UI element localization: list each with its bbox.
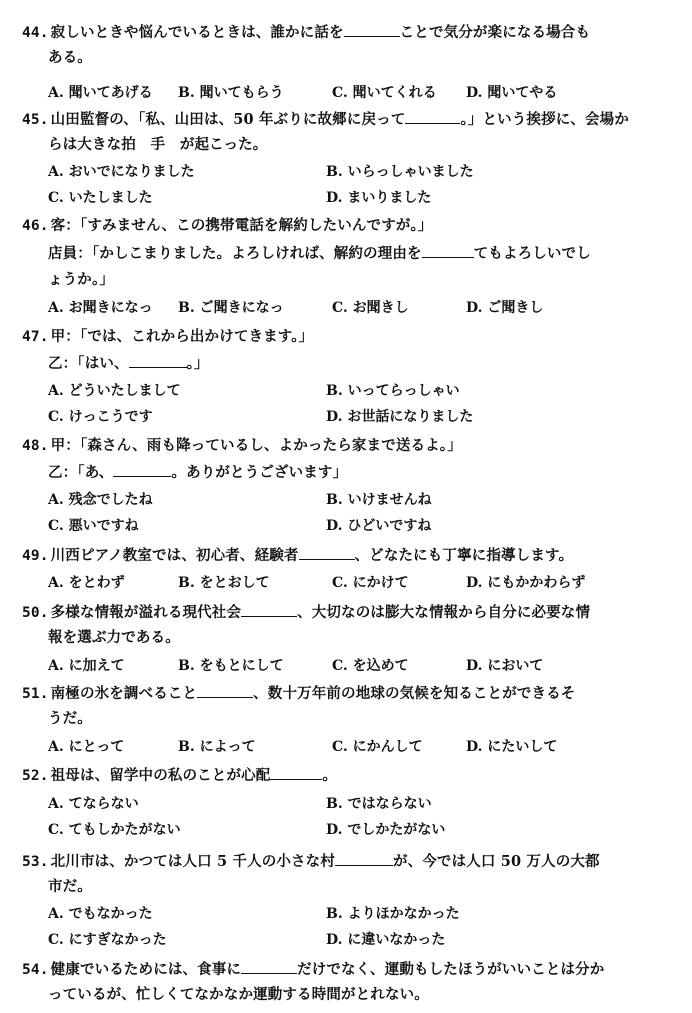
question-text: ょうか。」: [48, 271, 114, 288]
answer-option-text: A. をとわず: [48, 575, 125, 591]
question-text: てもよろしいでし: [473, 245, 591, 262]
question-line: [22, 216, 433, 236]
answer-option-text: A. でもなかった: [48, 906, 153, 922]
question-text: ある。: [48, 49, 92, 66]
answer-option[interactable]: [48, 656, 125, 676]
question-number: 49.: [22, 548, 49, 564]
answer-option[interactable]: [326, 162, 474, 182]
answer-option[interactable]: [48, 737, 124, 757]
question-number: 47.: [22, 329, 49, 345]
question-text: 多様な情報が溢れる現代社会: [50, 604, 242, 621]
answer-option-text: B. いけませんね: [326, 492, 432, 508]
question-text: 、数十万年前の地球の気候を知ることができるそ: [253, 685, 576, 702]
answer-option-text: A. おいでになりました: [48, 164, 195, 180]
question-text: が、今では人口 50 万人の大都: [392, 853, 600, 870]
question-text: だけでなく、運動もしたほうがいいことは分か: [297, 961, 605, 978]
question-text: うだ。: [48, 710, 92, 727]
question-text: 。: [322, 767, 338, 784]
question-line: [48, 877, 92, 897]
answer-option[interactable]: [466, 573, 585, 593]
question-line: [22, 765, 337, 786]
question-line: [22, 109, 629, 130]
answer-option[interactable]: [48, 298, 153, 318]
question-text: 報を選ぶ力である。: [48, 629, 180, 646]
question-number: 50.: [22, 605, 49, 621]
answer-blank[interactable]: [241, 959, 297, 974]
answer-option-text: C. にかけて: [332, 575, 409, 591]
question-number: 53.: [22, 854, 49, 870]
answer-option-text: B. 聞いてもらう: [178, 85, 284, 101]
answer-option[interactable]: [332, 298, 409, 318]
question-number: 48.: [22, 438, 49, 454]
question-line: [22, 602, 590, 623]
question-text: 。」: [186, 355, 209, 372]
question-line: [22, 683, 575, 704]
answer-option[interactable]: [466, 737, 557, 757]
answer-option-text: B. いらっしゃいました: [326, 164, 474, 180]
question-text: 祖母は、留学中の私のことが心配: [50, 767, 271, 784]
question-number: 45.: [22, 112, 49, 128]
answer-option-text: D. に違いなかった: [326, 932, 446, 948]
answer-option[interactable]: [326, 381, 460, 401]
answer-option-text: C. を込めて: [332, 658, 409, 674]
answer-option[interactable]: [48, 930, 167, 950]
question-line: [22, 436, 462, 456]
question-line: [22, 327, 313, 347]
question-line: [22, 545, 573, 566]
answer-option-text: D. ひどいですね: [326, 518, 432, 534]
question-number: 54.: [22, 962, 49, 978]
answer-option[interactable]: [48, 83, 153, 103]
answer-option[interactable]: [48, 188, 153, 208]
question-text: 川西ピアノ教室では、初心者、経験者: [50, 547, 299, 564]
answer-option-text: C. 悪いですね: [48, 518, 139, 534]
question-text: 乙：「あ、: [48, 464, 114, 481]
question-text: 甲：「では、これから出かけてきます。」: [50, 328, 314, 345]
answer-blank[interactable]: [344, 22, 400, 37]
question-text: 山田監督の、「私、山田は、50 年ぶりに故郷に戻って: [50, 111, 406, 128]
answer-option-text: C. いたしました: [48, 190, 153, 206]
answer-option[interactable]: [178, 656, 284, 676]
answer-option-text: C. お聞きし: [332, 300, 409, 316]
answer-option-text: C. けっこうです: [48, 409, 153, 425]
question-text: 寂しいときや悩んでいるときは、誰かに話を: [50, 24, 344, 41]
answer-option-text: A. お聞きになっ: [48, 300, 153, 316]
question-text: 乙：「はい、: [48, 355, 129, 372]
question-text: っているが、忙しくてなかなか運動する時間がとれない。: [48, 986, 429, 1003]
answer-blank[interactable]: [422, 243, 474, 258]
answer-option-text: D. お世話になりました: [326, 409, 474, 425]
question-text: 、大切なのは膨大な情報から自分に必要な情: [297, 604, 591, 621]
answer-option[interactable]: [326, 794, 432, 814]
question-line: [48, 628, 180, 648]
question-text: 。」という挨拶に、会場か: [460, 111, 629, 128]
answer-option-text: B. ご聞きになっ: [178, 300, 284, 316]
answer-option[interactable]: [326, 930, 445, 950]
answer-option-text: B. をとおして: [178, 575, 270, 591]
answer-option-text: A. 聞いてあげる: [48, 85, 153, 101]
question-line: [48, 270, 114, 290]
question-text: 。ありがとうございます」: [171, 464, 348, 481]
answer-option-text: D. ご聞きし: [466, 300, 544, 316]
question-text: 北川市は、かつては人口 5 千人の小さな村: [50, 853, 335, 870]
answer-option[interactable]: [178, 83, 284, 103]
question-line: [22, 851, 600, 872]
answer-option[interactable]: [332, 83, 437, 103]
question-number: 44.: [22, 25, 49, 41]
answer-blank[interactable]: [241, 602, 297, 617]
question-text: 市だ。: [48, 878, 92, 895]
question-text: 、どなたにも丁寧に指導します。: [354, 547, 574, 564]
answer-option[interactable]: [48, 820, 181, 840]
question-line: [48, 709, 92, 729]
answer-option-text: D. でしかたがない: [326, 822, 446, 838]
answer-option[interactable]: [48, 490, 153, 510]
question-line: [22, 22, 590, 43]
question-number: 46.: [22, 218, 49, 234]
answer-option[interactable]: [48, 794, 139, 814]
question-text: ことで気分が楽になる場合も: [399, 24, 591, 41]
answer-option[interactable]: [48, 904, 153, 924]
answer-option[interactable]: [48, 516, 139, 536]
question-text: 健康でいるためには、食事に: [50, 961, 242, 978]
answer-option[interactable]: [48, 407, 153, 427]
answer-blank[interactable]: [197, 683, 253, 698]
answer-option-text: A. てならない: [48, 796, 139, 812]
answer-option-text: A. に加えて: [48, 658, 125, 674]
answer-option[interactable]: [332, 656, 409, 676]
answer-option[interactable]: [332, 737, 423, 757]
answer-blank[interactable]: [270, 765, 322, 780]
answer-option-text: B. ではならない: [326, 796, 432, 812]
answer-option[interactable]: [466, 298, 543, 318]
question-line: [22, 959, 604, 980]
answer-option-text: B. いってらっしゃい: [326, 383, 460, 399]
answer-option[interactable]: [466, 656, 543, 676]
answer-blank[interactable]: [335, 851, 393, 866]
question-line: [48, 135, 267, 155]
answer-option-text: C. にすぎなかった: [48, 932, 167, 948]
question-line: [48, 985, 429, 1005]
answer-option-text: D. 聞いてやる: [466, 85, 558, 101]
answer-option[interactable]: [326, 188, 431, 208]
answer-blank[interactable]: [113, 462, 171, 477]
answer-option-text: C. 聞いてくれる: [332, 85, 437, 101]
question-text: らは大きな拍 手 が起こった。: [48, 136, 268, 153]
question-line: [48, 243, 591, 264]
answer-option-text: D. にたいして: [466, 739, 558, 755]
question-line: [48, 462, 347, 483]
answer-option[interactable]: [326, 904, 460, 924]
question-line: [48, 353, 209, 374]
question-text: 客：「すみません、この携帯電話を解約したいんですが。」: [50, 217, 433, 234]
question-number: 52.: [22, 768, 49, 784]
question-number: 51.: [22, 686, 49, 702]
answer-option[interactable]: [326, 820, 445, 840]
answer-blank[interactable]: [299, 545, 355, 560]
answer-blank[interactable]: [129, 353, 187, 368]
answer-option[interactable]: [48, 162, 195, 182]
answer-option[interactable]: [48, 381, 181, 401]
question-text: 南極の氷を調べること: [50, 685, 198, 702]
question-text: 甲：「森さん、雨も降っているし、よかったら家まで送るよ。」: [50, 437, 462, 454]
answer-option[interactable]: [178, 573, 270, 593]
answer-option[interactable]: [326, 407, 473, 427]
answer-option-text: C. てもしかたがない: [48, 822, 181, 838]
answer-option-text: A. 残念でしたね: [48, 492, 153, 508]
answer-option-text: A. にとって: [48, 739, 125, 755]
answer-option-text: B. よりほかなかった: [326, 906, 460, 922]
answer-blank[interactable]: [405, 109, 460, 124]
answer-option-text: A. どういたしまして: [48, 383, 181, 399]
answer-option-text: C. にかんして: [332, 739, 423, 755]
answer-option-text: D. まいりました: [326, 190, 432, 206]
answer-option[interactable]: [48, 573, 125, 593]
answer-option-text: D. において: [466, 658, 544, 674]
answer-option[interactable]: [326, 490, 432, 510]
answer-option[interactable]: [466, 83, 557, 103]
answer-option[interactable]: [326, 516, 431, 536]
question-line: [48, 48, 92, 68]
answer-option[interactable]: [178, 737, 256, 757]
answer-option-text: D. にもかかわらず: [466, 575, 586, 591]
question-text: 店員：「かしこまりました。よろしければ、解約の理由を: [48, 245, 422, 262]
answer-option-text: B. によって: [178, 739, 256, 755]
answer-option[interactable]: [178, 298, 284, 318]
answer-option-text: B. をもとにして: [178, 658, 284, 674]
answer-option[interactable]: [332, 573, 409, 593]
